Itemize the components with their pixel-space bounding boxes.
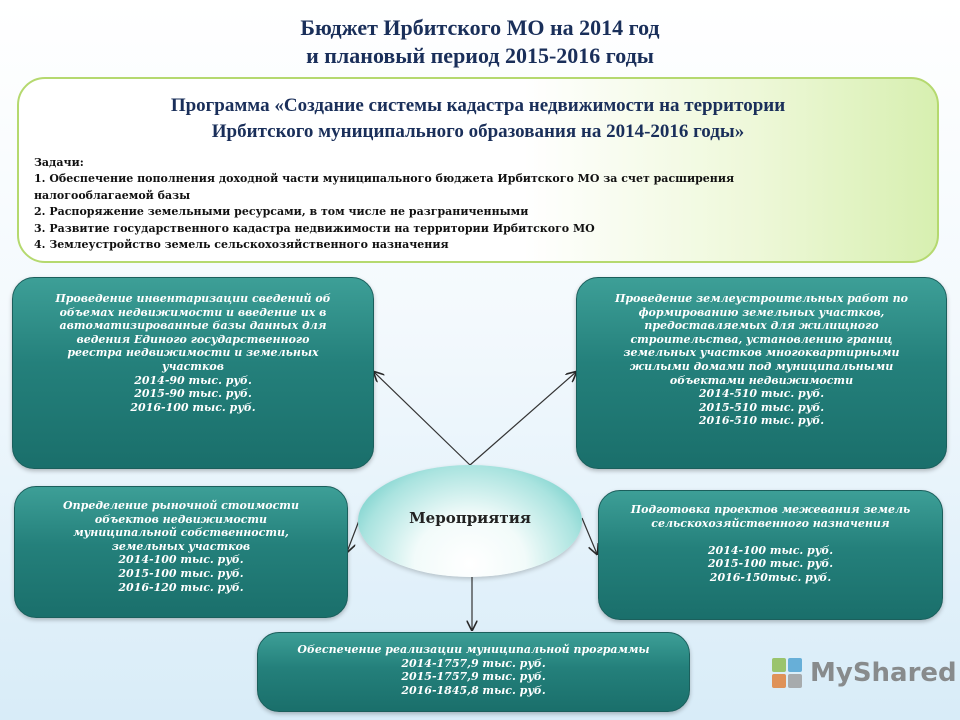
activity-cost: 2014-100 тыс. руб. [707, 543, 834, 557]
slide-title-line2: и плановый период 2015-2016 годы [306, 43, 654, 68]
activity-cost: 2016-100 тыс. руб. [130, 400, 256, 414]
activity-line: Проведение инвентаризации сведений об [55, 292, 331, 305]
activity-surveying [598, 490, 943, 620]
activity-cost: 2015-90 тыс. руб. [134, 387, 252, 401]
activity-line: Определение рыночной стоимости [63, 499, 299, 512]
watermark [770, 654, 957, 694]
activity-cost: 2016-1845,8 тыс. руб. [401, 683, 546, 697]
activity-cost: 2016-120 тыс. руб. [118, 580, 244, 594]
task-line: 1. Обеспечение пополнения доходной части муниципального бюджета Ирбитского МО за счет расширения [34, 172, 735, 186]
activity-line: формированию земельных участков, [638, 305, 885, 319]
activity-implementation [257, 632, 690, 712]
activity-spacer [599, 530, 942, 544]
activity-line: ведения Единого государственного [76, 332, 310, 346]
activity-line: муниципальной собственности, [73, 526, 289, 540]
arrow-to-land-works [470, 372, 576, 465]
watermark-logo-icon [770, 656, 806, 692]
activity-line: автоматизированные базы данных для [59, 319, 327, 333]
activity-line: Обеспечение реализации муниципальной программы [297, 643, 650, 656]
hub-label: Мероприятия [409, 509, 531, 527]
activity-cost: 2015-100 тыс. руб. [707, 557, 834, 571]
activity-line: Подготовка проектов межевания земель [630, 503, 911, 516]
program-title-line1: Программа «Создание системы кадастра недвижимости на территории [170, 95, 786, 116]
activity-cost: 2015-1757,9 тыс. руб. [401, 670, 546, 684]
activity-line: жилыми домами под муниципальными [629, 359, 894, 373]
activity-line: объемах недвижимости и введение их в [59, 305, 327, 319]
activity-cost: 2015-100 тыс. руб. [118, 566, 244, 580]
activity-line: предоставляемых для жилищного [644, 319, 879, 333]
activity-land-works [576, 277, 947, 469]
activity-line: объектов недвижимости [94, 512, 268, 526]
activity-line: земельных участков многоквартирными [623, 346, 900, 360]
activities-hub [358, 465, 582, 577]
activity-line: участков [162, 359, 224, 373]
task-line: 2. Распоряжение земельными ресурсами, в том числе не разграниченными [34, 205, 529, 219]
slide-title-line1: Бюджет Ирбитского МО на 2014 год [300, 15, 660, 40]
activity-line: строительства, установлению границ [630, 332, 893, 346]
tasks-label: Задачи: [34, 156, 84, 169]
activity-cost: 2014-100 тыс. руб. [118, 553, 244, 567]
arrow-to-surveying [582, 518, 597, 554]
watermark-text: MyShared [810, 658, 957, 688]
activity-cost: 2014-1757,9 тыс. руб. [401, 656, 546, 670]
task-line: 3. Развитие государственного кадастра недвижимости на территории Ирбитского МО [34, 221, 595, 235]
activity-inventory [12, 277, 374, 469]
activity-line: сельскохозяйственного назначения [651, 516, 890, 530]
activity-line: объектами недвижимости [669, 373, 854, 387]
task-line: налогооблагаемой базы [34, 188, 191, 202]
activity-market-value [14, 486, 348, 618]
activity-line: земельных участков [111, 539, 251, 553]
task-line: 4. Землеустройство земель сельскохозяйственного назначения [34, 238, 449, 252]
program-title-line2: Ирбитского муниципального образования на 2014-2016 годы» [211, 121, 745, 142]
activity-line: Проведение землеустроительных работ по [614, 292, 909, 305]
activity-line: реестра недвижимости и земельных [67, 346, 319, 360]
activity-cost: 2015-510 тыс. руб. [698, 400, 825, 414]
activity-cost: 2016-510 тыс. руб. [698, 414, 825, 428]
activity-cost: 2014-90 тыс. руб. [134, 373, 252, 387]
activity-cost: 2016-150тыс. руб. [709, 570, 832, 584]
activity-cost: 2014-510 тыс. руб. [698, 387, 825, 401]
arrow-to-inventory [374, 372, 470, 465]
